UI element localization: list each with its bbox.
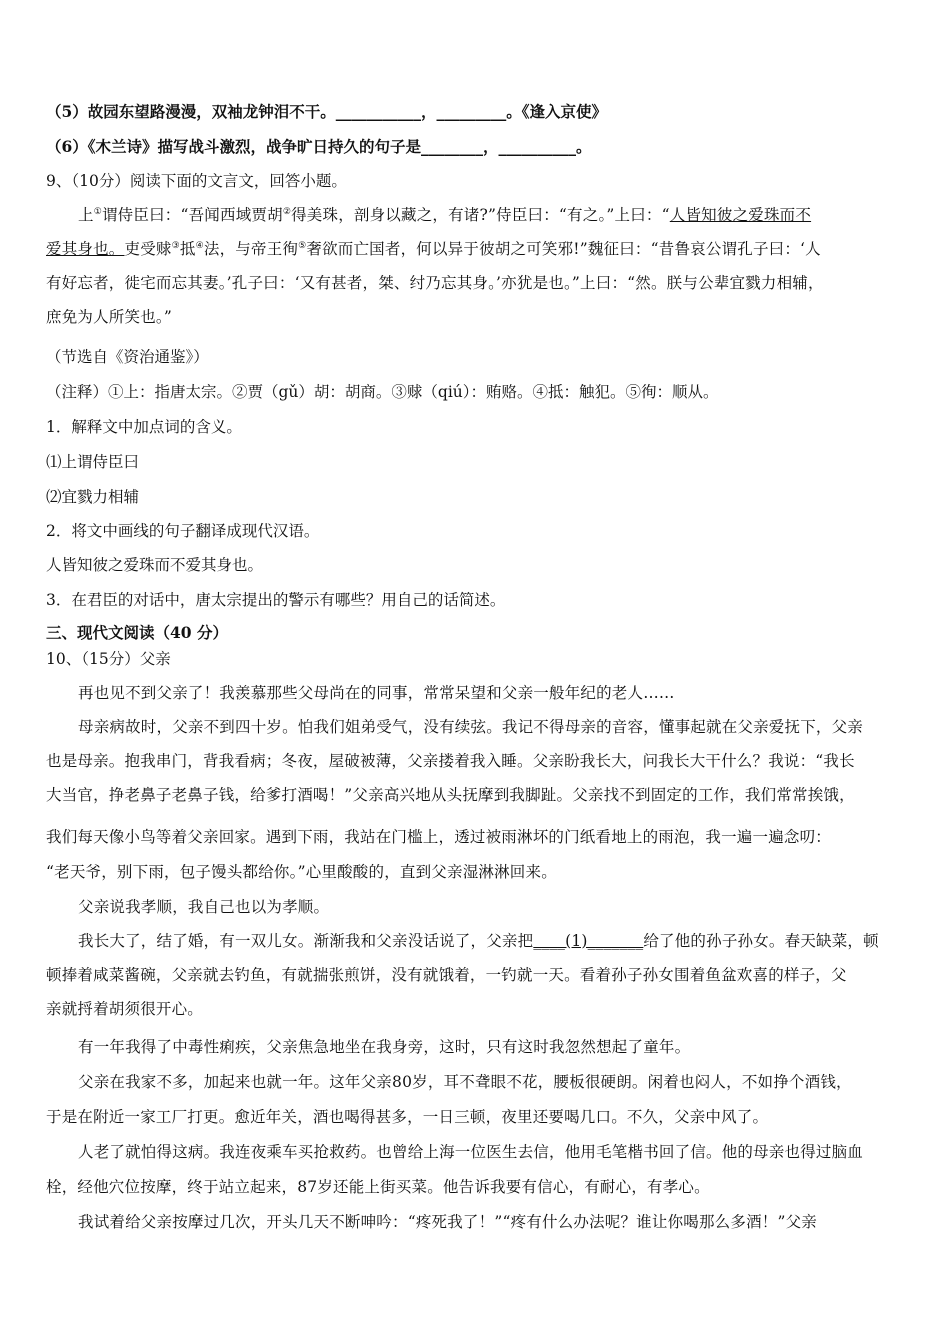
classical-text-line-1: 上①谓侍臣曰：“吾闻西域贾胡②得美珠，剖身以藏之，有诸?”侍臣曰：“有之。”上曰：“人皆知彼之爱珠而不 [78,206,812,224]
passage-paragraph-3: 父亲说我孝顺，我自己也以为孝顺。 [78,898,330,916]
source-note: （节选自《资治通鉴》） [46,348,209,366]
passage-paragraph-4-line-3: 亲就捋着胡须很开心。 [46,1000,204,1018]
underlined-sentence-part-1: 人皆知彼之爱珠而不 [669,206,812,224]
classical-text-line-4: 庶免为人所笑也。” [46,308,172,326]
underlined-sentence-part-2: 爱其身也。 [46,240,125,258]
passage-paragraph-5: 有一年我得了中毒性痢疾，父亲焦急地坐在我身旁，这时，只有这时我忽然想起了童年。 [78,1038,691,1056]
question-10-header: 10、（15分）父亲 [46,650,171,668]
passage-paragraph-7-line-1: 人老了就怕得这病。我连夜乘车买抢救药。也曾给上海一位医生去信，他用毛笔楷书回了信。他的母亲也得过脑血 [78,1143,864,1161]
passage-paragraph-1: 再也见不到父亲了！我羡慕那些父母尚在的同事，常常呆望和父亲一般年纪的老人…… [78,684,675,702]
passage-paragraph-2-line-3: 大当官，挣老鼻子老鼻子钱，给爹打酒喝！”父亲高兴地从头抚摩到我脚趾。父亲找不到固定的工作，我们常常挨饿， [46,786,855,804]
passage-paragraph-6-line-2: 于是在附近一家工厂打更。愈近年关，酒也喝得甚多，一日三顿，夜里还要喝几口。不久，父亲中风了。 [46,1108,769,1126]
sub-question-1: 1．解释文中加点词的含义。 [46,418,242,436]
sub-question-2: 2．将文中画线的句子翻译成现代汉语。 [46,522,320,540]
classical-text-line-3: 有好忘者，徙宅而忘其妻。’孔子曰：‘又有甚者，桀、纣乃忘其身。’亦犹是也。”上曰：“然。朕与公辈宜戮力相辅， [46,274,824,292]
passage-paragraph-4-line-2: 顿捧着咸菜酱碗，父亲就去钓鱼，有就揣张煎饼，没有就饿着，一钓就一天。看着孙子孙女围着鱼盆欢喜的样子，父 [46,966,847,984]
question-6: （6）《木兰诗》描写战斗激烈，战争旷日持久的句子是________，__________。 [46,137,592,156]
passage-paragraph-8-line-1: 我试着给父亲按摩过几次，开头几天不断呻吟：“疼死我了！”“疼有什么办法呢？谁让你喝那么多酒！”父亲 [78,1213,817,1231]
classical-text-line-2: 爱其身也。吏受赇③抵④法，与帝王徇⑤奢欲而亡国者，何以异于彼胡之可笑邪!”魏征曰：“昔鲁哀公谓孔子曰：‘人 [46,240,821,258]
sub-question-2-sentence: 人皆知彼之爱珠而不爱其身也。 [46,556,264,574]
passage-paragraph-2-line-1: 母亲病故时，父亲不到四十岁。怕我们姐弟受气，没有续弦。我记不得母亲的音容，懂事起就在父亲爱抚下，父亲 [78,718,864,736]
question-5: （5）故园东望路漫漫，双袖龙钟泪不干。___________，_________。《逢入京使》 [46,102,608,121]
section-3-heading: 三、现代文阅读（40 分） [46,623,228,642]
passage-paragraph-6-line-1: 父亲在我家不多，加起来也就一年。这年父亲80岁，耳不聋眼不花，腰板很硬朗。闲着也闷人，不如挣个酒钱， [78,1073,852,1091]
sub-question-1-a: ⑴上谓侍臣曰 [46,453,140,471]
passage-paragraph-4-line-1: 我长大了，结了婚，有一双儿女。渐渐我和父亲没话说了，父亲把____(1)_______给了他的孙子孙女。春天缺菜，顿 [78,932,879,950]
passage-paragraph-7-line-2: 栓，经他穴位按摩，终于站立起来，87岁还能上街买菜。他告诉我要有信心，有耐心，有孝心。 [46,1178,710,1196]
passage-paragraph-2-line-4: 我们每天像小鸟等着父亲回家。遇到下雨，我站在门槛上，透过被雨淋坏的门纸看地上的雨泡，我一遍一遍念叨： [46,828,832,846]
annotations: （注释）①上：指唐太宗。②贾（gǔ）胡：胡商。③赇（qiú）：贿赂。④抵：触犯。⑤徇：顺从。 [46,383,719,401]
question-9-header: 9、（10分）阅读下面的文言文，回答小题。 [46,172,347,190]
fill-blank-1: ____(1)_______ [533,932,644,950]
passage-paragraph-2-line-2: 也是母亲。抱我串门，背我看病；冬夜，屋破被薄，父亲搂着我入睡。父亲盼我长大，问我长大干什么？我说：“我长 [46,752,855,770]
sub-question-1-b: ⑵宜戮力相辅 [46,488,140,506]
passage-paragraph-2-line-5: “老天爷，别下雨，包子馒头都给你。”心里酸酸的，直到父亲湿淋淋回来。 [46,863,557,881]
sub-question-3: 3．在君臣的对话中，唐太宗提出的警示有哪些？用自己的话简述。 [46,591,506,609]
